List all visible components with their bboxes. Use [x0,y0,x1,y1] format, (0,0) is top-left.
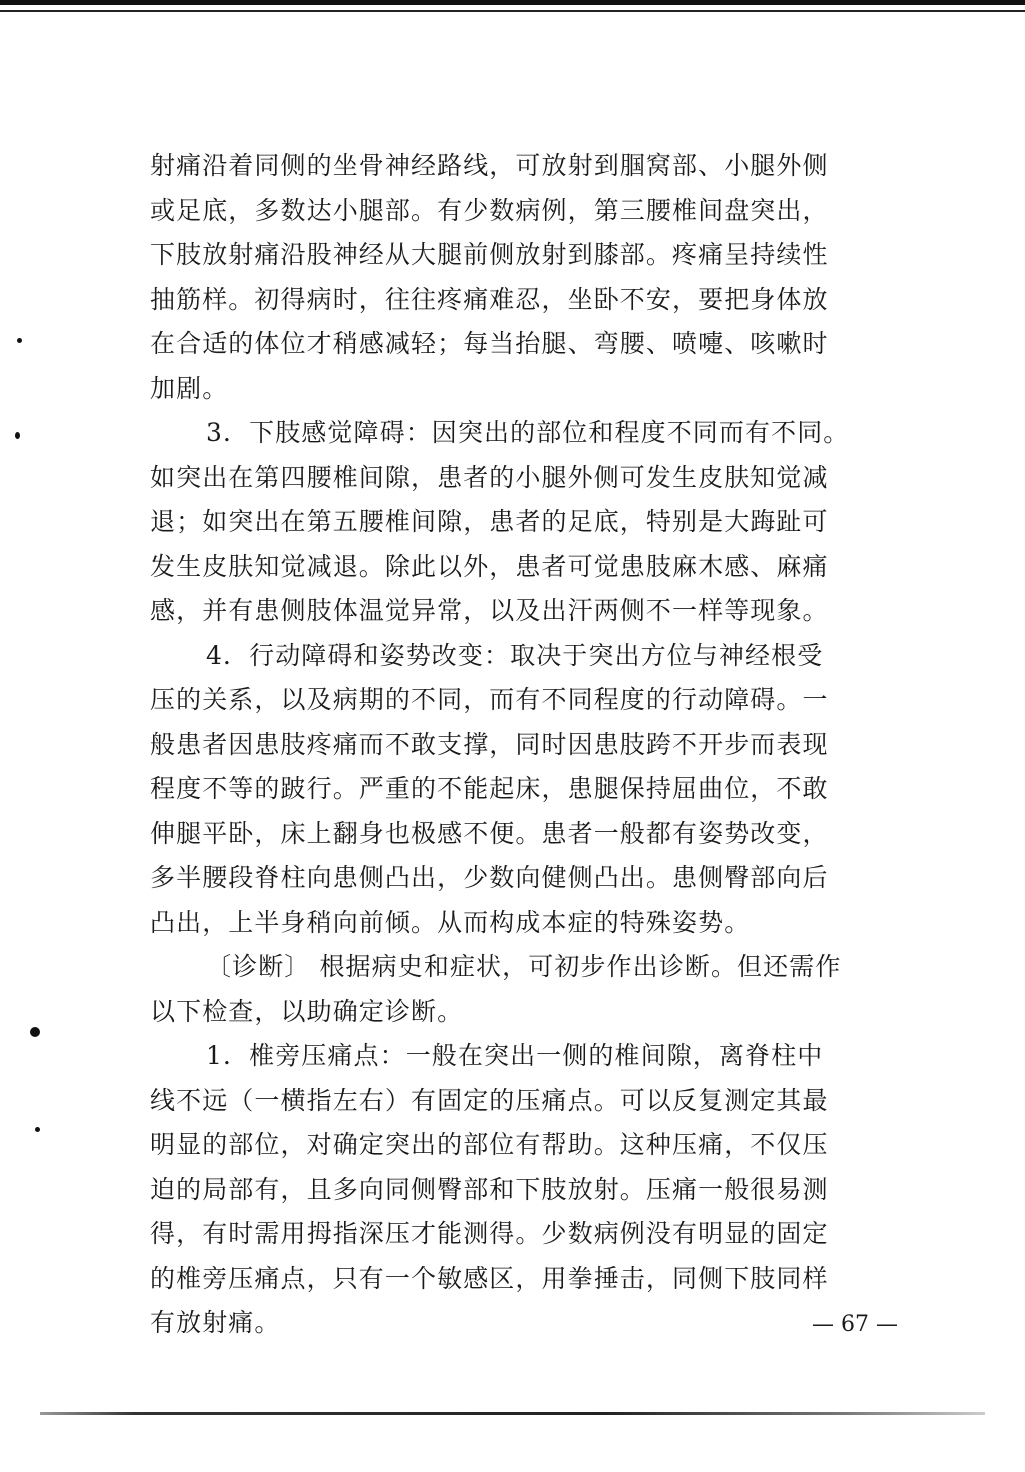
scan-speck [30,1027,40,1037]
text-line: 抽筋样。初得病时，往往疼痛难忍，坐卧不安，要把身体放 [150,284,829,314]
text-line: 凸出，上半身稍向前倾。从而构成本症的特殊姿势。 [150,907,751,937]
text-line: 明显的部位，对确定突出的部位有帮助。这种压痛，不仅压 [150,1130,829,1159]
text-line: 射痛沿着同侧的坐骨神经路线，可放射到腘窝部、小腿外侧 [150,151,829,180]
text-line: 得，有时需用拇指深压才能测得。少数病例没有明显的固定 [150,1219,829,1248]
scan-speck [35,1127,40,1132]
text-line: 的椎旁压痛点，只有一个敏感区，用拳捶击，同侧下肢同样 [150,1263,829,1293]
paragraph-start-line: 4．行动障碍和姿势改变：取决于突出方位与神经根受 [206,640,824,670]
bottom-scan-edge [40,1412,985,1415]
text-line: 般患者因患肢疼痛而不敢支撑，同时因患肢跨不开步而表现 [150,729,829,759]
text-line: 以下检查，以助确定诊断。 [150,996,464,1026]
text-line: 退；如突出在第五腰椎间隙，患者的足底，特别是大踇趾可 [150,507,829,536]
text-line: 多半腰段脊柱向患侧凸出，少数向健侧凸出。患侧臀部向后 [150,863,829,892]
scan-speck [17,338,22,343]
top-border-rule [0,0,1025,5]
text-line: 伸腿平卧，床上翻身也极感不便。患者一般都有姿势改变， [150,818,829,848]
text-line: 下肢放射痛沿股神经从大腿前侧放射到膝部。疼痛呈持续性 [150,240,829,269]
text-line: 有放射痛。 [150,1308,281,1337]
body-text [150,144,895,1346]
paragraph-start-line: 1．椎旁压痛点：一般在突出一侧的椎间隙，离脊柱中 [206,1041,824,1070]
paragraph-start-line: 3．下肢感觉障碍：因突出的部位和程度不同而有不同。 [206,418,850,447]
scan-speck [15,432,20,439]
text-line: 感，并有患侧肢体温觉异常，以及出汗两侧不一样等现象。 [150,596,829,625]
top-border-rule-secondary [0,10,1025,12]
page-number: — 67 — [812,1312,898,1337]
text-line: 或足底，多数达小腿部。有少数病例，第三腰椎间盘突出， [150,195,829,225]
text-line: 程度不等的跛行。严重的不能起床，患腿保持屈曲位，不敢 [150,774,829,803]
text-line: 加剧。 [150,373,229,403]
text-line: 压的关系，以及病期的不同，而有不同程度的行动障碍。一 [150,685,829,714]
text-line: 如突出在第四腰椎间隙，患者的小腿外侧可发生皮肤知觉减 [150,462,829,492]
text-line: 线不远（一横指左右）有固定的压痛点。可以反复测定其最 [150,1085,829,1115]
text-line: 发生皮肤知觉减退。除此以外，患者可觉患肢麻木感、麻痛 [150,551,829,581]
text-line: 迫的局部有，且多向同侧臀部和下肢放射。压痛一般很易测 [150,1174,829,1204]
section-heading-line: 〔诊断〕 根据病史和症状，可初步作出诊断。但还需作 [206,952,842,981]
text-line: 在合适的体位才稍感减轻；每当抬腿、弯腰、喷嚏、咳嗽时 [150,329,829,358]
